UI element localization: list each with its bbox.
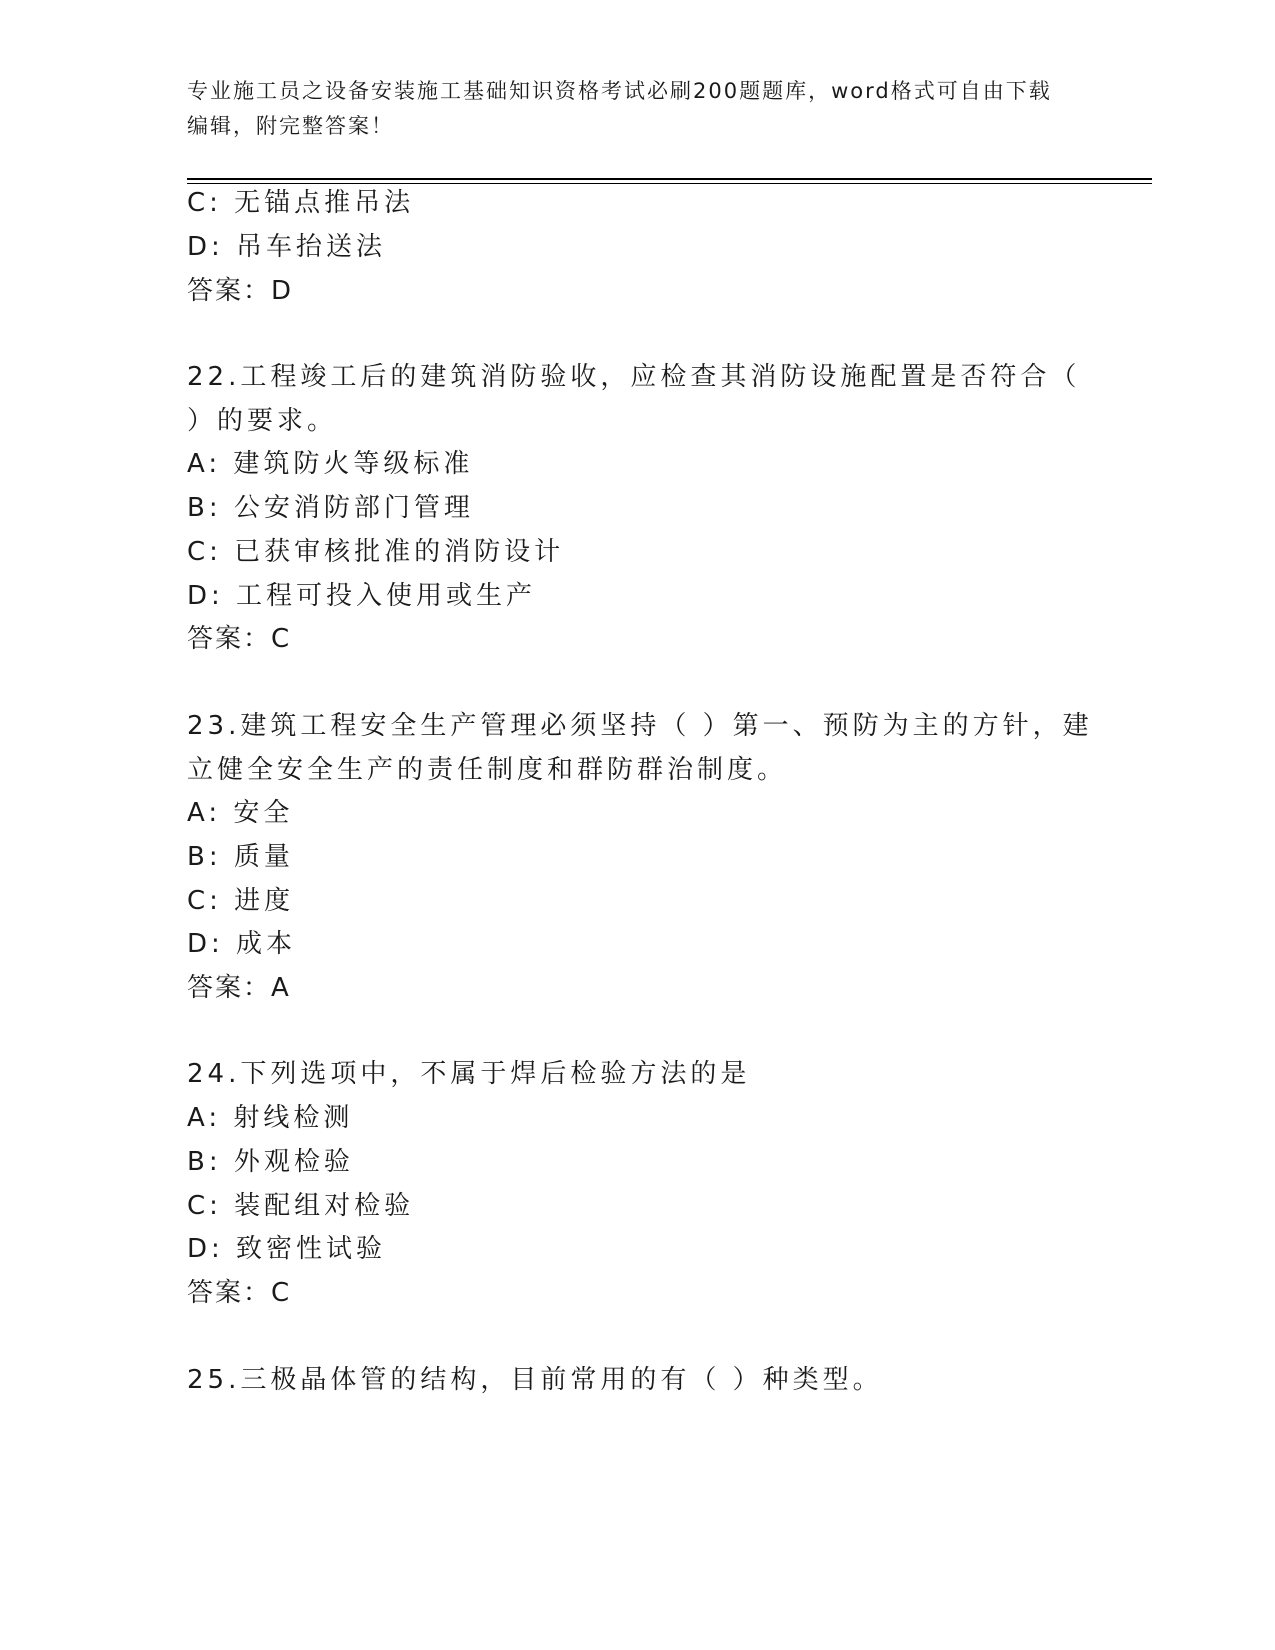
header-rule-thick (187, 178, 1152, 180)
q22-option-c: C: 已获审核批准的消防设计 (187, 537, 565, 567)
q22-stem-line2: ）的要求。 (187, 406, 338, 436)
q21-option-c: C: 无锚点推吊法 (187, 188, 415, 218)
q23-stem-line1: 23.建筑工程安全生产管理必须坚持（ ）第一、预防为主的方针，建 (187, 711, 1093, 741)
q23-option-a: A: 安全 (187, 798, 294, 828)
q23-option-d: D: 成本 (187, 929, 297, 959)
header-rule-thin (187, 183, 1152, 184)
q24-answer: 答案：C (187, 1278, 292, 1308)
q21-option-d: D: 吊车抬送法 (187, 232, 387, 262)
document-header: 专业施工员之设备安装施工基础知识资格考试必刷200题题库，word格式可自由下载编辑，附完整答案！ (187, 79, 1052, 138)
q24-option-b: B: 外观检验 (187, 1147, 354, 1177)
q22-answer: 答案：C (187, 624, 292, 654)
q23-answer: 答案：A (187, 973, 291, 1003)
q24-option-d: D: 致密性试验 (187, 1234, 387, 1264)
q22-option-a: A: 建筑防火等级标准 (187, 449, 474, 479)
q23-option-c: C: 进度 (187, 886, 295, 916)
q22-option-d: D: 工程可投入使用或生产 (187, 581, 537, 611)
q23-stem-line2: 立健全安全生产的责任制度和群防群治制度。 (187, 755, 788, 785)
q21-answer: 答案：D (187, 276, 294, 306)
q22-stem-line1: 22.工程竣工后的建筑消防验收，应检查其消防设施配置是否符合（ (187, 362, 1081, 392)
q24-option-c: C: 装配组对检验 (187, 1191, 415, 1221)
q24-option-a: A: 射线检测 (187, 1103, 354, 1133)
q22-option-b: B: 公安消防部门管理 (187, 493, 474, 523)
q25-stem: 25.三极晶体管的结构，目前常用的有（ ）种类型。 (187, 1365, 883, 1395)
q23-option-b: B: 质量 (187, 842, 294, 872)
q24-stem: 24.下列选项中，不属于焊后检验方法的是 (187, 1059, 751, 1089)
